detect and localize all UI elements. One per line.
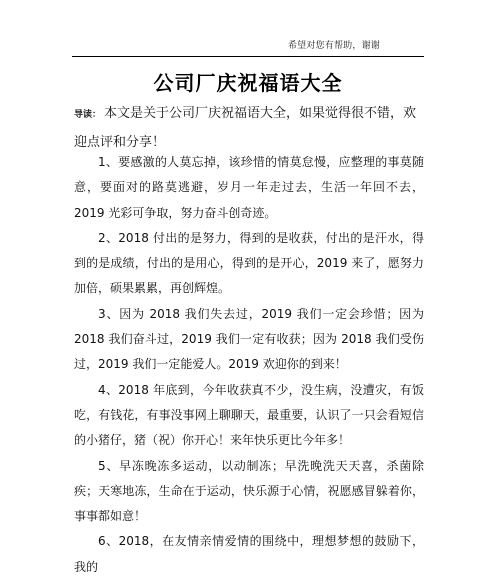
- paragraph-1: 1、要感激的人莫忘掉，该珍惜的情莫怠慢，应整理的事莫随意，要面对的路莫逃避，岁月一年走过去，生活一年回不去，2019 光彩可争取，努力奋斗创奇迹。: [74, 155, 424, 220]
- header-divider: [72, 56, 424, 57]
- paragraph-2: 2、2018 付出的是努力，得到的是收获，付出的是汗水，得到的是成绩，付出的是用心，得到的是开心，2019 来了，愿努力加倍，硕果累累，再创辉煌。: [74, 230, 424, 296]
- document-body: [74, 150, 424, 580]
- paragraph-6: 6、2018，在友情亲情爱情的围绕中，理想梦想的鼓励下，我的: [74, 534, 424, 574]
- intro-text: 本文是关于公司厂庆祝福语大全，如果觉得很不错，欢迎点评和分享！: [74, 106, 417, 150]
- paragraph-4: 4、2018 年底到，今年收获真不少，没生病，没遭灾，有饭吃，有钱花，有事没事网上聊聊天，最重要，认识了一只会看短信的小猪仔，猪（祝）你开心！来年快乐更比今年多！: [74, 382, 424, 448]
- paragraph-3: 3、因为 2018 我们失去过，2019 我们一定会珍惜；因为 2018 我们奋斗过，2019 我们一定有收获；因为 2018 我们受伤过，2019 我们一定能爱人。2019 欢迎你的到来！: [74, 306, 424, 372]
- intro-label: 导读：: [74, 110, 102, 120]
- paragraph-5: 5、早冻晚冻多运动，以动制冻；早洗晚洗天天喜，杀菌除疾；天寒地冻，生命在于运动，快乐源于心情，祝愿感冒躲着你，事事都如意！: [74, 458, 424, 524]
- intro: [74, 100, 424, 156]
- document-title: 公司厂庆祝福语大全: [153, 71, 343, 95]
- header-note: 希望对您有帮助，谢谢: [287, 41, 380, 51]
